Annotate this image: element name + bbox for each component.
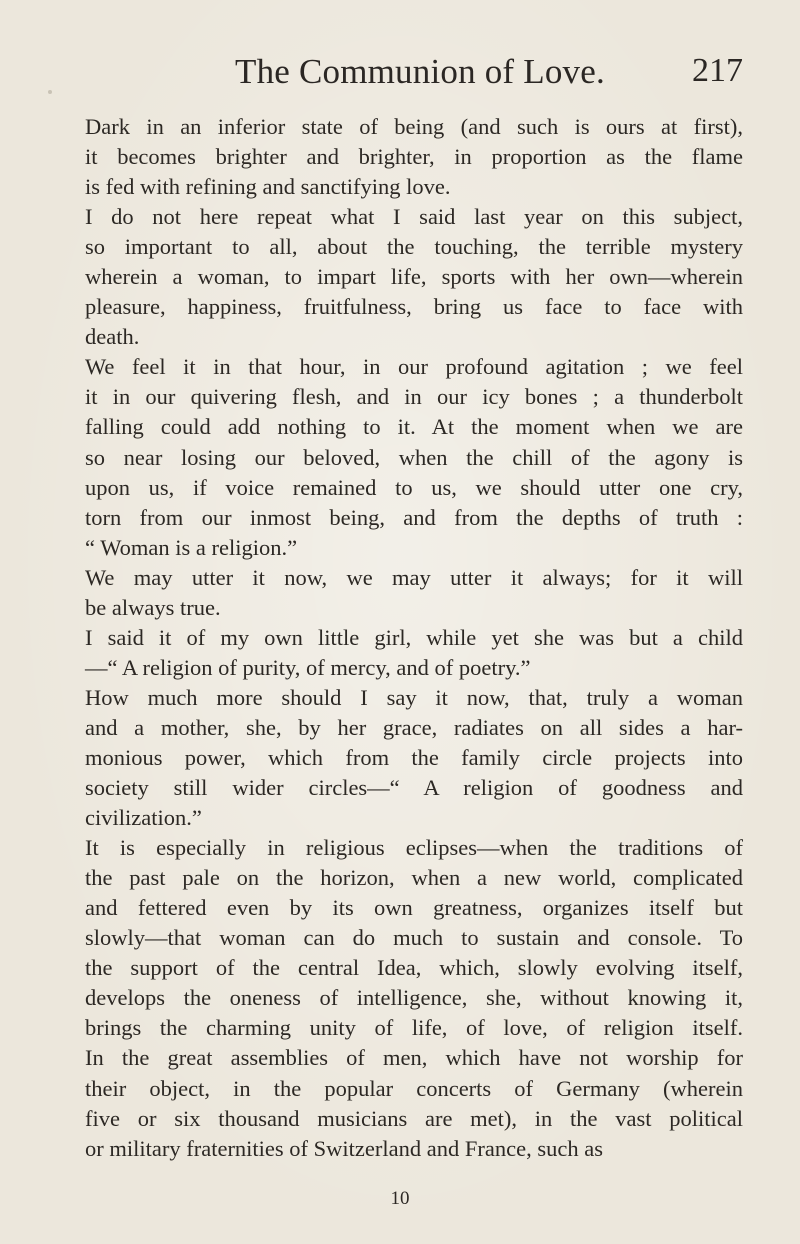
text-line: the past pale on the horizon, when a new world, complicated (85, 865, 743, 891)
text-line: slowly—that woman can do much to sustain and console. To (85, 925, 743, 951)
text-line: death. (85, 324, 140, 350)
text-line: How much more should I say it now, that, truly a woman (85, 684, 743, 710)
text-line: be always true. (85, 594, 221, 620)
text-line: so important to all, about the touching, the terrible mystery (85, 234, 743, 260)
page-number: 217 (692, 52, 743, 89)
text-line: or military fraternities of Switzerland and France, such as (85, 1135, 603, 1161)
text-line: develops the oneness of intelligence, she, without knowing it, (85, 985, 743, 1011)
text-line: monious power, which from the family circle projects into (85, 744, 743, 770)
text-line: five or six thousand musicians are met), in the vast political (85, 1105, 743, 1131)
text-line: I said it of my own little girl, while yet she was but a child (85, 624, 743, 650)
text-line: I do not here repeat what I said last year on this subject, (85, 204, 743, 230)
text-line: it in our quivering flesh, and in our icy bones ; a thunderbolt (85, 384, 743, 410)
text-line: their object, in the popular concerts of Germany (wherein (85, 1075, 743, 1101)
text-line: and a mother, she, by her grace, radiates on all sides a har- (85, 714, 743, 740)
text-line: —“ A religion of purity, of mercy, and of poetry.” (85, 654, 531, 680)
text-line: upon us, if voice remained to us, we should utter one cry, (85, 474, 743, 500)
signature-mark: 10 (390, 1188, 410, 1209)
running-head (0, 52, 800, 92)
text-line: We feel it in that hour, in our profound agitation ; we feel (85, 354, 743, 380)
text-line: It is especially in religious eclipses—when the traditions of (85, 835, 743, 861)
text-line: falling could add nothing to it. At the moment when we are (85, 414, 743, 440)
text-line: pleasure, happiness, fruitfulness, bring us face to face with (85, 294, 743, 320)
running-head-title: The Communion of Love. (235, 52, 605, 91)
text-line: the support of the central Idea, which, slowly evolving itself, (85, 955, 743, 981)
text-line: We may utter it now, we may utter it always; for it will (85, 564, 743, 590)
text-line: brings the charming unity of life, of love, of religion itself. (85, 1015, 743, 1041)
text-line: In the great assemblies of men, which have not worship for (85, 1045, 743, 1071)
text-line: civilization.” (85, 805, 202, 831)
text-line: so near losing our beloved, when the chill of the agony is (85, 444, 743, 470)
text-line: torn from our inmost being, and from the depths of truth : (85, 504, 743, 530)
text-line: wherein a woman, to impart life, sports with her own—wherein (85, 264, 743, 290)
text-line: it becomes brighter and brighter, in proportion as the flame (85, 144, 743, 170)
body-text (85, 112, 743, 1164)
text-line: society still wider circles—“ A religion of goodness and (85, 775, 743, 801)
text-line: is fed with refining and sanctifying love. (85, 174, 451, 200)
text-line: and fettered even by its own greatness, organizes itself but (85, 895, 743, 921)
text-line: “ Woman is a religion.” (85, 534, 298, 560)
text-line: Dark in an inferior state of being (and such is ours at first), (85, 114, 743, 139)
